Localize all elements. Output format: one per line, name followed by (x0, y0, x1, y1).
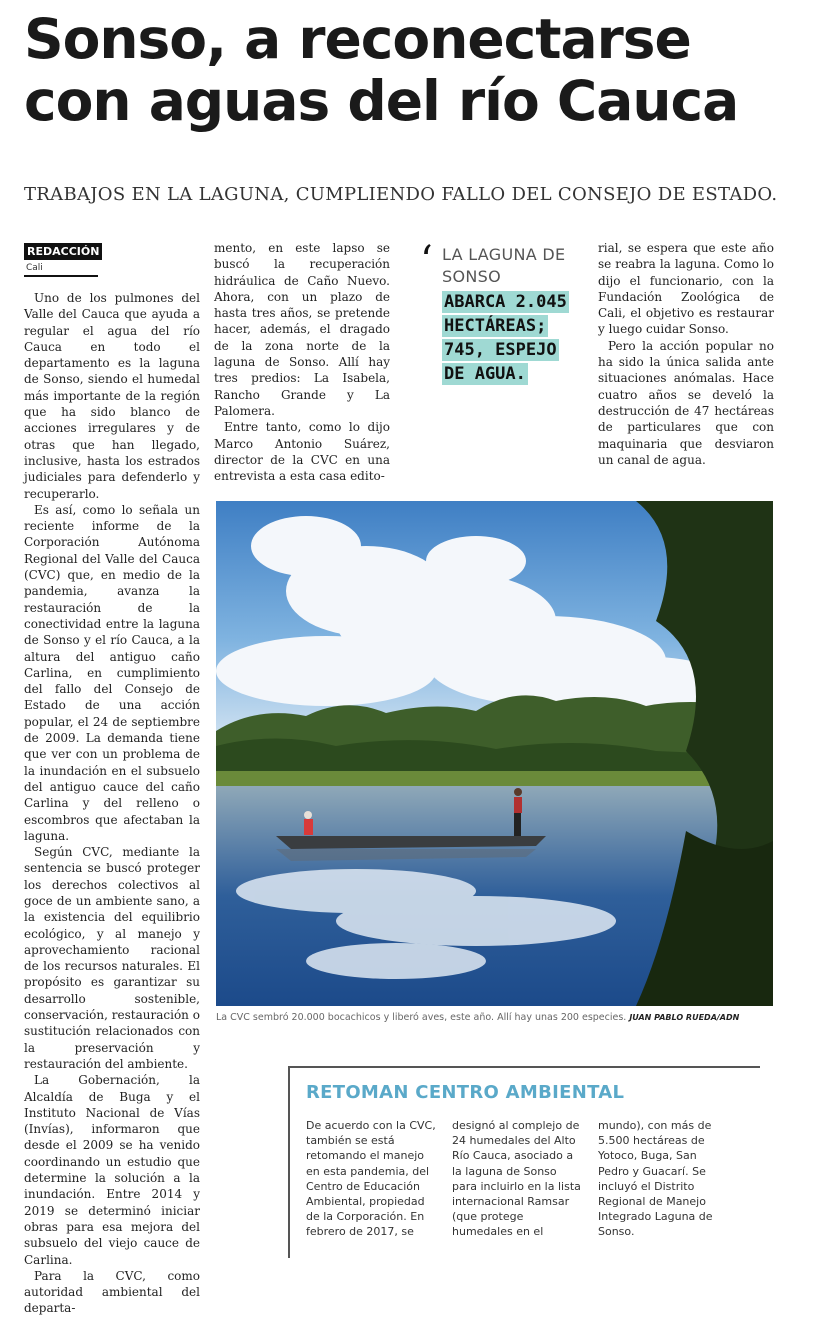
article-column-3 (598, 240, 774, 468)
paragraph: Es así, como lo señala un reciente informe de la Corporación Autónoma Regional del Valle del Cauca (CVC) que, en medio de la pandemia, avanza la restauración de la conectividad entre la laguna de Sonso y el río Cauca, a la altura del antiguo caño Carlina, en cumplimiento del fallo del Consejo de Estado de una acción popular, el 24 de septiembre de 2009. La demanda tiene que ver con un problema de la inundación en el subsuelo del antiguo cauce del caño Carlina y del relleno o escombros que afectaban la laguna. (24, 502, 200, 843)
byline-location: Cali (24, 261, 98, 277)
headline: Sonso, a reconectarse con aguas del río Cauca (24, 7, 739, 133)
pull-quote-highlight-text: ABARCA 2.045 HECTÁREAS; 745, ESPEJO DE AGUA. (444, 292, 567, 384)
paragraph: Según CVC, mediante la sentencia se buscó proteger los derechos colectivos al goce de un ambiente sano, a la existencia del equilibrio ecológico, y al manejo y aprovechamiento racional de los recursos naturales. El propósito es garantizar su desarrollo sostenible, conservación, restauración o sustitución relacionados con la preservación y restauración del ambiente. (24, 845, 200, 1071)
sidebar-box (288, 1066, 760, 1258)
paragraph: Para la CVC, como autoridad ambiental del departa- (24, 1268, 200, 1316)
quote-mark-icon: ‘ (420, 238, 433, 284)
sidebar-title: RETOMAN CENTRO AMBIENTAL (306, 1082, 625, 1103)
caption-text: La CVC sembró 20.000 bocachicos y liberó aves, este año. Allí hay unas 200 especies. (216, 1012, 627, 1023)
pull-quote-lead: LA LAGUNA DE SONSO (442, 245, 566, 286)
byline-label: REDACCIÓN (24, 243, 102, 260)
article-column-1 (24, 290, 200, 1316)
paragraph: mento, en este lapso se buscó la recuperación hidráulica de Caño Nuevo. Ahora, con un plazo de hasta tres años, se pretende hacer, además, el dragado de la zona norte de la laguna de Sonso. Allí hay tres predios: La Isabela, Rancho Grande y La Palomera. (214, 241, 390, 418)
paragraph: Uno de los pulmones del Valle del Cauca que ayuda a regular el agua del río Cauca en todo el departamento es la laguna de Sonso, siendo el humedal más importante de la región que ha sido blanco de acciones irregulares y de otras que han llegado, inclusive, hasta los estrados judiciales para defenderlo y recuperarlo. (24, 291, 200, 501)
lagoon-illustration (216, 501, 773, 1006)
paragraph: La Gobernación, la Alcaldía de Buga y el Instituto Nacional de Vías (Invías), informaron que desde el 2009 se ha venido coordinando un estudio que determine la solución a la inundación. Entre 2014 y 2019 se determinó iniciar obras para esa mejora del subsuelo del viejo cauce de Carlina. (24, 1073, 200, 1267)
photo-credit: JUAN PABLO RUEDA/ADN (629, 1013, 740, 1022)
sidebar-column-2: designó al complejo de 24 humedales del Alto Río Cauca, asociado a la laguna de Sonso para incluirlo en la lista internacional Ramsar (que protege humedales en el (452, 1119, 581, 1239)
pull-quote (420, 238, 585, 386)
paragraph: Pero la acción popular no ha sido la única salida ante situaciones anómalas. Hace cuatro años se develó la destrucción de 47 hectáreas de particulares que con maquinaria que desviaron un canal de agua. (598, 338, 774, 467)
photo-caption (216, 1012, 776, 1023)
article-column-2 (214, 240, 390, 484)
deck: TRABAJOS EN LA LAGUNA, CUMPLIENDO FALLO DEL CONSEJO DE ESTADO. (24, 184, 778, 205)
paragraph: rial, se espera que este año se reabra la laguna. Como lo dijo el funcionario, con la Fundación Zoológica de Cali, el objetivo es restaurar y luego cuidar Sonso. (598, 241, 774, 337)
paragraph: Entre tanto, como lo dijo Marco Antonio Suárez, director de la CVC en una entrevista a esta casa edito- (214, 420, 390, 484)
sidebar-column-3: mundo), con más de 5.500 hectáreas de Yotoco, Buga, San Pedro y Guacarí. Se incluyó el Distrito Regional de Manejo Integrado Laguna de Sonso. (598, 1119, 713, 1239)
byline (24, 240, 98, 277)
lagoon-photo (216, 501, 773, 1006)
pull-quote-highlight (442, 290, 585, 386)
sidebar-column-1: De acuerdo con la CVC, también se está retomando el manejo en esta pandemia, del Centro de Educación Ambiental, propiedad de la Corporación. En febrero de 2017, se (306, 1119, 436, 1239)
